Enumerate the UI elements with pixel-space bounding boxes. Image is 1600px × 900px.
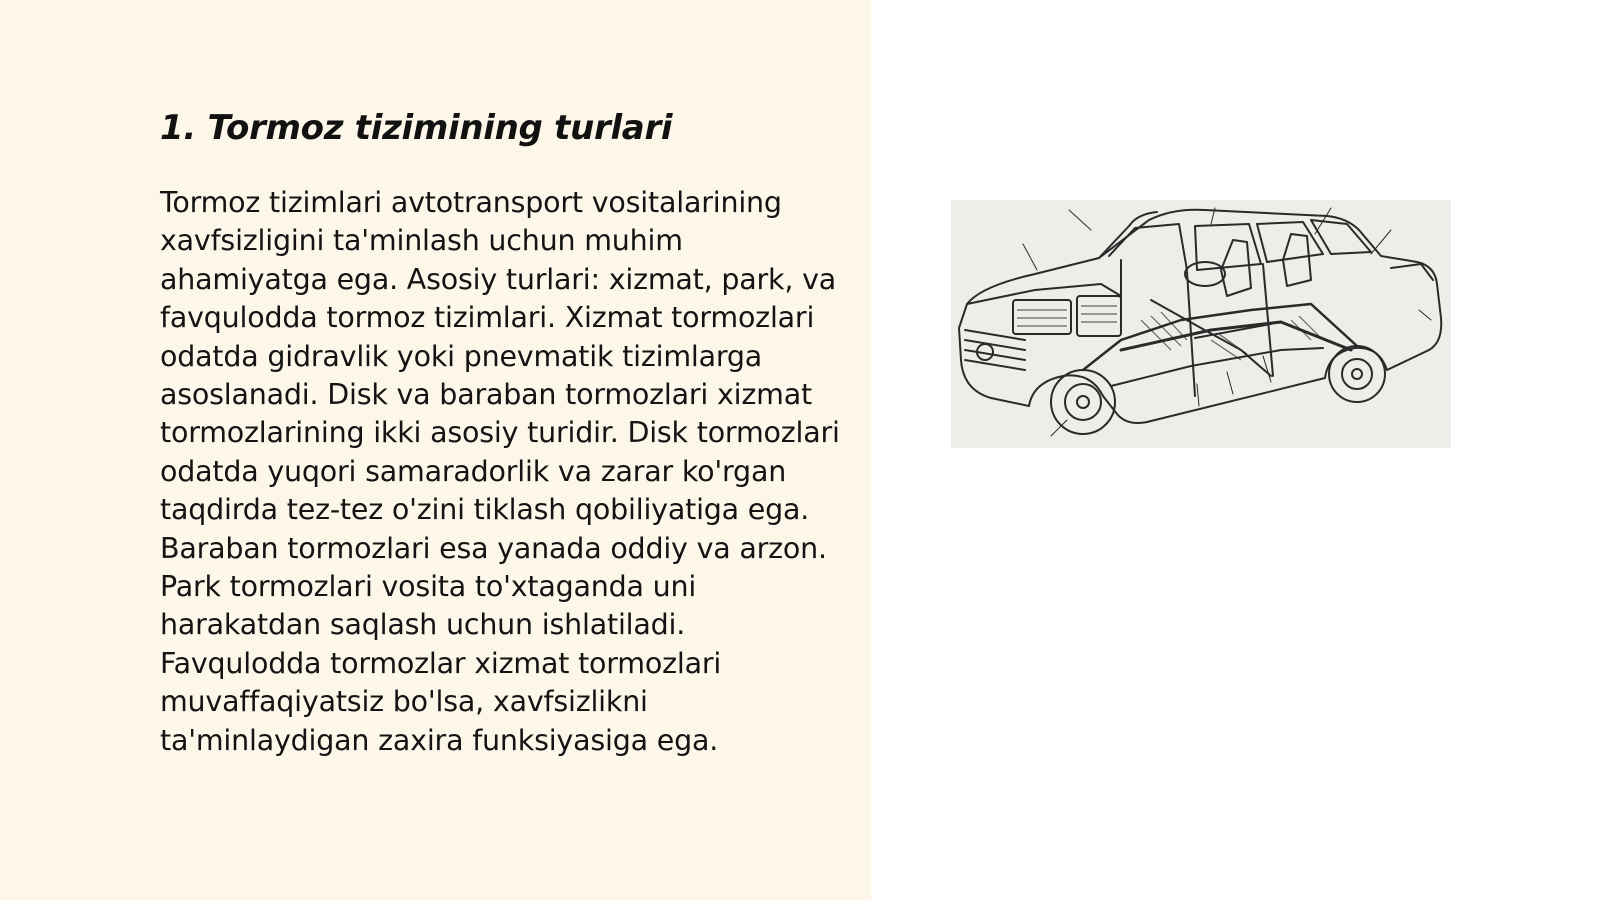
car-air-filter	[1077, 296, 1121, 336]
car-exhaust-pipe	[1111, 348, 1323, 386]
car-cutaway-illustration	[951, 200, 1451, 448]
image-panel	[871, 0, 1600, 900]
car-door-line	[1187, 264, 1273, 396]
car-steering-wheel	[1185, 262, 1225, 286]
car-rear-hub	[1342, 359, 1372, 389]
car-engine-block	[1013, 300, 1071, 334]
car-front-hub	[1065, 384, 1101, 420]
car-radiator-grille	[965, 330, 1025, 370]
car-rear-window	[1257, 222, 1323, 262]
car-rear-wheel	[1329, 346, 1385, 402]
slide-body-text: Tormoz tizimlari avtotransport vositalarining xavfsizligini ta'minlash uchun muhim ahamiyatga ega. Asosiy turlari: xizmat, park, va favqulodda tormoz tizimlari. Xizmat tormozlari odatda gidravlik yoki pnevmatik tizimlarga asoslanadi. Disk va baraban tormozlari xizmat tormozlarining ikki asosiy turidir. Disk tormozlari odatda yuqori samaradorlik va zarar ko'rgan taqdirda tez-tez o'zini tiklash qobiliyatiga ega. Baraban tormozlari esa yanada oddiy va arzon. Park tormozlari vosita to'xtaganda uni harakatdan saqlash uchun ishlatiladi. Favqulodda tormozlar xizmat tormozlari muvaffaqiyatsiz bo'lsa, xavfsizlikni ta'minlaydigan zaxira funksiyasiga ega.	[160, 186, 840, 757]
car-front-window	[1195, 224, 1261, 270]
car-front-wheel	[1051, 370, 1115, 434]
slide-title: 1. Tormoz tizimining turlari	[160, 108, 673, 148]
car-drawing	[951, 200, 1451, 448]
